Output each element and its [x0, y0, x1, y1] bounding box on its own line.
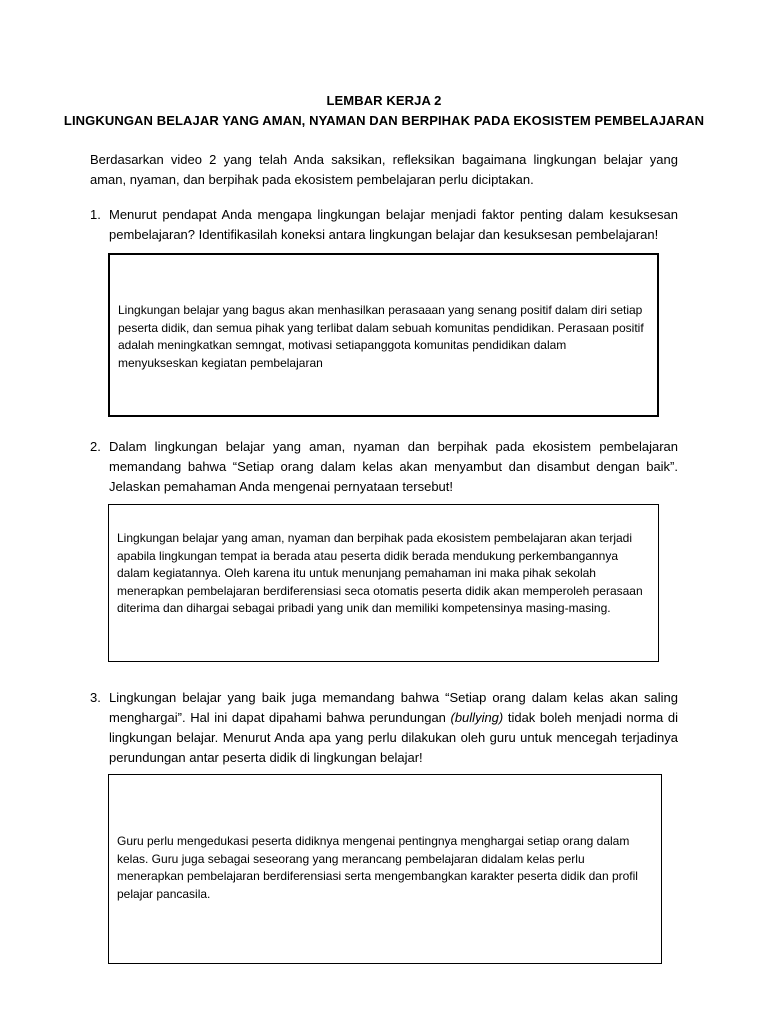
answer-box-2[interactable]	[108, 504, 659, 662]
intro-paragraph: Berdasarkan video 2 yang telah Anda saksikan, refleksikan bagaimana lingkungan belajar yang aman, nyaman, dan berpihak pada ekosistem pembelajaran perlu diciptakan.	[90, 152, 678, 187]
question-text-part: tidak boleh menjadi norma di lingkungan belajar. Menurut Anda apa yang perlu dilakukan oleh guru untuk mencegah terjadinya perundungan antar peserta didik di lingkungan belajar!	[109, 710, 678, 765]
answer-text: Guru perlu mengedukasi peserta didiknya mengenai pentingnya menghargai setiap orang dalam kelas. Guru juga sebagai seseorang yang merancang pembelajaran didalam kelas perlu menerapkan pembelajaran berdiferensiasi serta mengembangkan karakter peserta didik dan profil pelajar pancasila.	[117, 834, 638, 901]
question-text-part: Lingkungan belajar yang baik juga memandang bahwa “Setiap orang dalam kelas akan saling menghargai”. Hal ini dapat dipahami bahwa perundungan	[109, 690, 678, 725]
answer-text: Lingkungan belajar yang aman, nyaman dan berpihak pada ekosistem pembelajaran akan terjadi apabila lingkungan tempat ia berada atau peserta didik berada mendukung perkembangannya dalam kegiatannya. Oleh karena itu untuk menunjang pemahaman ini maka pihak sekolah menerapkan pembelajaran berdiferensiasi seca otomatis peserta didik akan memperoleh perasaan diterima dan dihargai sebagai pribadi yang unik dan memiliki kompetensinya masing-masing.	[117, 531, 643, 615]
question-2	[90, 437, 678, 497]
question-3	[90, 688, 678, 768]
question-text	[109, 688, 678, 768]
question-text-italic: (bullying)	[450, 710, 504, 725]
page-subtitle: LINGKUNGAN BELAJAR YANG AMAN, NYAMAN DAN BERPIHAK PADA EKOSISTEM PEMBELAJARAN	[63, 113, 705, 128]
page-title: LEMBAR KERJA 2	[326, 93, 442, 108]
question-text: Menurut pendapat Anda mengapa lingkungan belajar menjadi faktor penting dalam kesuksesan pembelajaran? Identifikasilah koneksi antara lingkungan belajar dan kesuksesan pembelajaran!	[109, 207, 678, 242]
answer-box-1[interactable]	[108, 253, 659, 417]
answer-text: Lingkungan belajar yang bagus akan menhasilkan perasaaan yang senang positif dalam diri setiap peserta didik, dan semua pihak yang terlibat dalam sebuah komunitas pendidikan. Perasaan positif adalah meningkatkan semngat, motivasi setiapanggota komunitas pendidikan dalam menyukseskan kegiatan pembelajaran	[118, 303, 644, 370]
question-1	[90, 205, 678, 245]
answer-box-3[interactable]	[108, 774, 662, 964]
question-number: 1.	[90, 207, 101, 222]
question-number: 2.	[90, 439, 101, 454]
question-number: 3.	[90, 690, 101, 705]
question-text: Dalam lingkungan belajar yang aman, nyaman dan berpihak pada ekosistem pembelajaran memandang bahwa “Setiap orang dalam kelas akan menyambut dan disambut dengan baik”. Jelaskan pemahaman Anda mengenai pernyataan tersebut!	[109, 439, 678, 494]
